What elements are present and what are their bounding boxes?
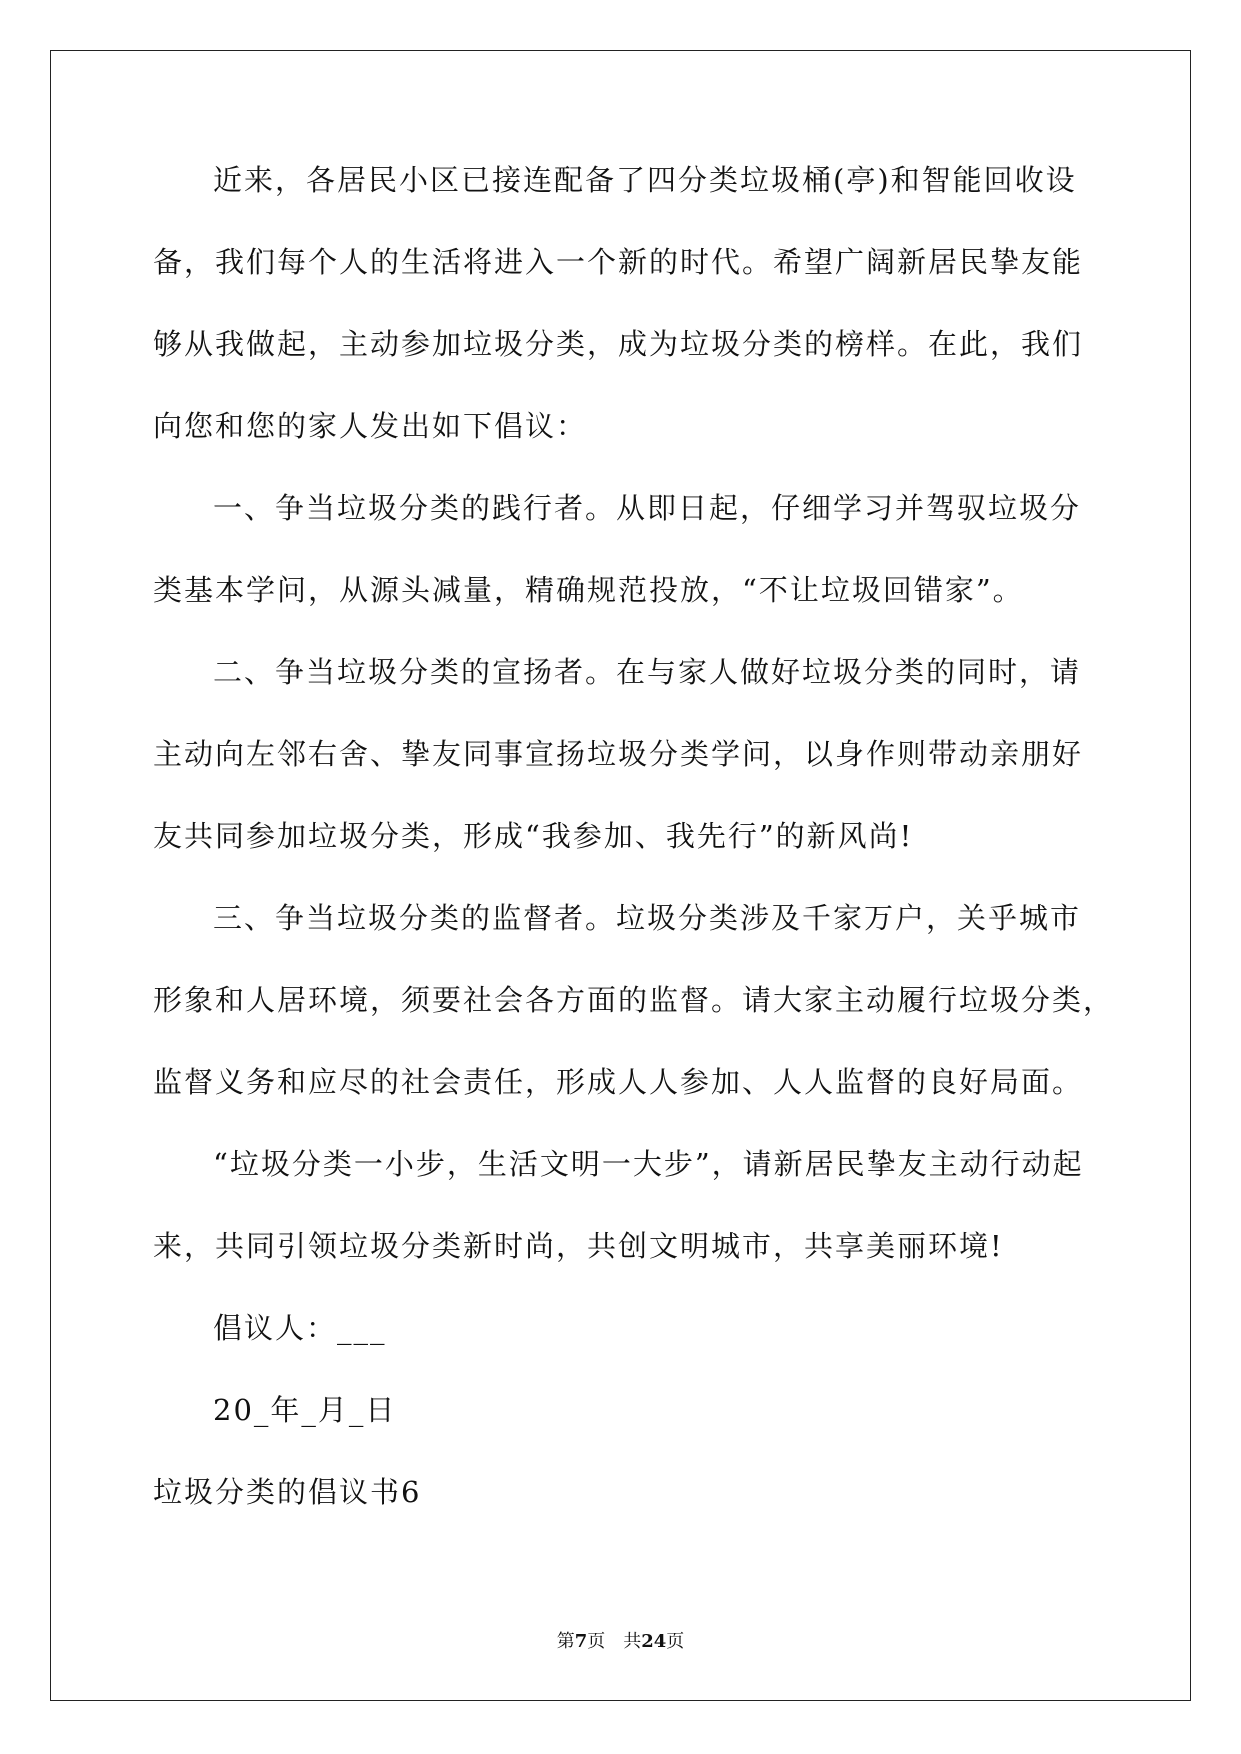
paragraph-line: 备，我们每个人的生活将进入一个新的时代。希望广阔新居民挚友能 — [153, 245, 1084, 279]
paragraph-line: 向您和您的家人发出如下倡议： — [153, 409, 588, 443]
current-page-number: 7 — [574, 1631, 588, 1652]
paragraph-line: 主动向左邻右舍、挚友同事宣扬垃圾分类学问，以身作则带动亲朋好 — [153, 737, 1084, 771]
paragraph-line: “垃圾分类一小步，生活文明一大步”，请新居民挚友主动行动起 — [213, 1147, 1084, 1181]
next-section-title: 垃圾分类的倡议书6 — [153, 1475, 422, 1509]
paragraph-line: 来，共同引领垃圾分类新时尚，共创文明城市，共享美丽环境! — [153, 1229, 1004, 1263]
paragraph-line: 类基本学问，从源头减量，精确规范投放，“不让垃圾回错家”。 — [153, 573, 1024, 607]
page-footer — [0, 1630, 1241, 1654]
signature-line: 倡议人：___ — [213, 1311, 387, 1345]
footer-middle: 页 共 — [587, 1631, 642, 1652]
paragraph-line: 形象和人居环境，须要社会各方面的监督。请大家主动履行垃圾分类， — [153, 983, 1115, 1017]
paragraph-line: 近来，各居民小区已接连配备了四分类垃圾桶(亭)和智能回收设 — [213, 163, 1077, 197]
paragraph-line: 监督义务和应尽的社会责任，形成人人参加、人人监督的良好局面。 — [153, 1065, 1084, 1099]
total-page-number: 24 — [641, 1631, 667, 1652]
date-line: 20_年_月_日 — [213, 1393, 397, 1427]
paragraph-line: 够从我做起，主动参加垃圾分类，成为垃圾分类的榜样。在此，我们 — [153, 327, 1084, 361]
footer-suffix: 页 — [666, 1631, 685, 1652]
paragraph-line: 二、争当垃圾分类的宣扬者。在与家人做好垃圾分类的同时，请 — [213, 655, 1082, 689]
footer-prefix: 第 — [556, 1631, 575, 1652]
paragraph-line: 友共同参加垃圾分类，形成“我参加、我先行”的新风尚! — [153, 819, 914, 853]
paragraph-line: 三、争当垃圾分类的监督者。垃圾分类涉及千家万户，关乎城市 — [213, 901, 1082, 935]
document-body — [153, 160, 1115, 1554]
paragraph-line: 一、争当垃圾分类的践行者。从即日起，仔细学习并驾驭垃圾分 — [213, 491, 1082, 525]
